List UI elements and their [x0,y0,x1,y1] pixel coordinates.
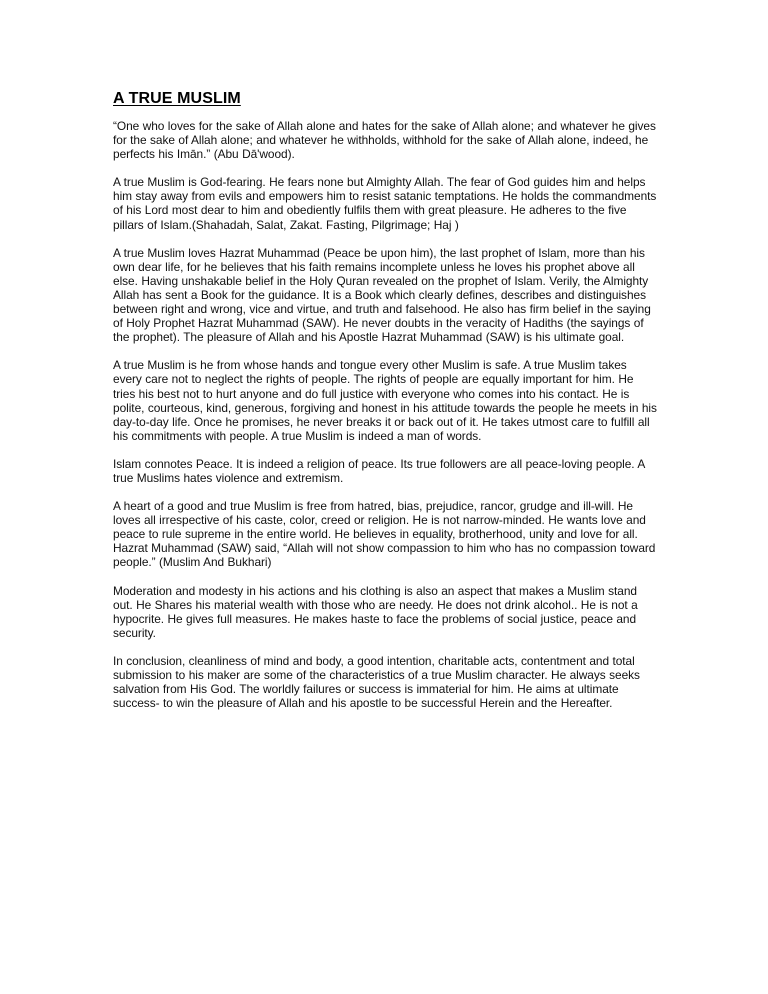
paragraph-moderation: Moderation and modesty in his actions and his clothing is also an aspect that makes a Muslim stand out. He Shares his material wealth with those who are needy. He does not drink alcohol.. He is not a hypocrite. He gives full measures. He makes haste to face the problems of social justice, peace and security. [113,583,638,640]
paragraph-rights-of-people: A true Muslim is he from whose hands and tongue every other Muslim is safe. A true Muslim takes every care not to neglect the rights of people. The rights of people are equally important for him. He tries his best not to hurt anyone and do full justice with everyone who comes into his contact. He is polite, courteous, kind, generous, forgiving and honest in his attitude towards the people he meets in his day-to-day life. Once he promises, he never breaks it or back out of it. He takes utmost care to fulfill all his commitments with people. A true Muslim is indeed a man of words. [113,358,657,443]
document-title: A TRUE MUSLIM [113,90,241,107]
paragraph-god-fearing: A true Muslim is God-fearing. He fears none but Almighty Allah. The fear of God guides him and helps him stay away from evils and empowers him to resist satanic temptations. He holds the commandments of his Lord most dear to him and obediently fulfils them with great pleasure. He adheres to the five pillars of Islam.(Shahadah, Salat, Zakat. Fasting, Pilgrimage; Haj ) [113,175,657,232]
paragraph-quote: “One who loves for the sake of Allah alone and hates for the sake of Allah alone; and whatever he gives for the sake of Allah alone; and whatever he withholds, withhold for the sake of Allah alone, indeed, he perfects his Imān.” (Abu Dā'wood). [113,119,656,162]
paragraph-heart: A heart of a good and true Muslim is free from hatred, bias, prejudice, rancor, grudge and ill-will. He loves all irrespective of his caste, color, creed or religion. He is not narrow-minded. He wants love and peace to rule supreme in the entire world. He believes in equality, brotherhood, unity and love for all. Hazrat Muhammad (SAW) said, “Allah will not show compassion to him who has no compassion toward people.” (Muslim And Bukhari) [113,499,656,570]
paragraph-conclusion: In conclusion, cleanliness of mind and body, a good intention, charitable acts, contentment and total submission to his maker are some of the characteristics of a true Muslim character. He always seeks salvation from His God. The worldly failures or success is immaterial for him. He aims at ultimate success- to win the pleasure of Allah and his apostle to be successful Herein and the Hereafter. [113,653,640,711]
document-page [113,90,658,724]
paragraph-loves-prophet: A true Muslim loves Hazrat Muhammad (Peace be upon him), the last prophet of Islam, more than his own dear life, for he believes that his faith remains incomplete unless he loves his prophet above all else. Having unshakable belief in the Holy Quran revealed on the prophet of Islam. Verily, the Almighty Allah has sent a Book for the guidance. It is a Book which clearly defines, describes and distinguishes between right and wrong, vice and virtue, and truth and falsehood. He also has firm belief in the saying of Holy Prophet Hazrat Muhammad (SAW). He never doubts in the veracity of Hadiths (the sayings of the prophet). The pleasure of Allah and his Apostle Hazrat Muhammad (SAW) is his ultimate goal. [113,245,651,345]
paragraph-peace: Islam connotes Peace. It is indeed a religion of peace. Its true followers are all peace-loving people. A true Muslims hates violence and extremism. [113,456,645,485]
